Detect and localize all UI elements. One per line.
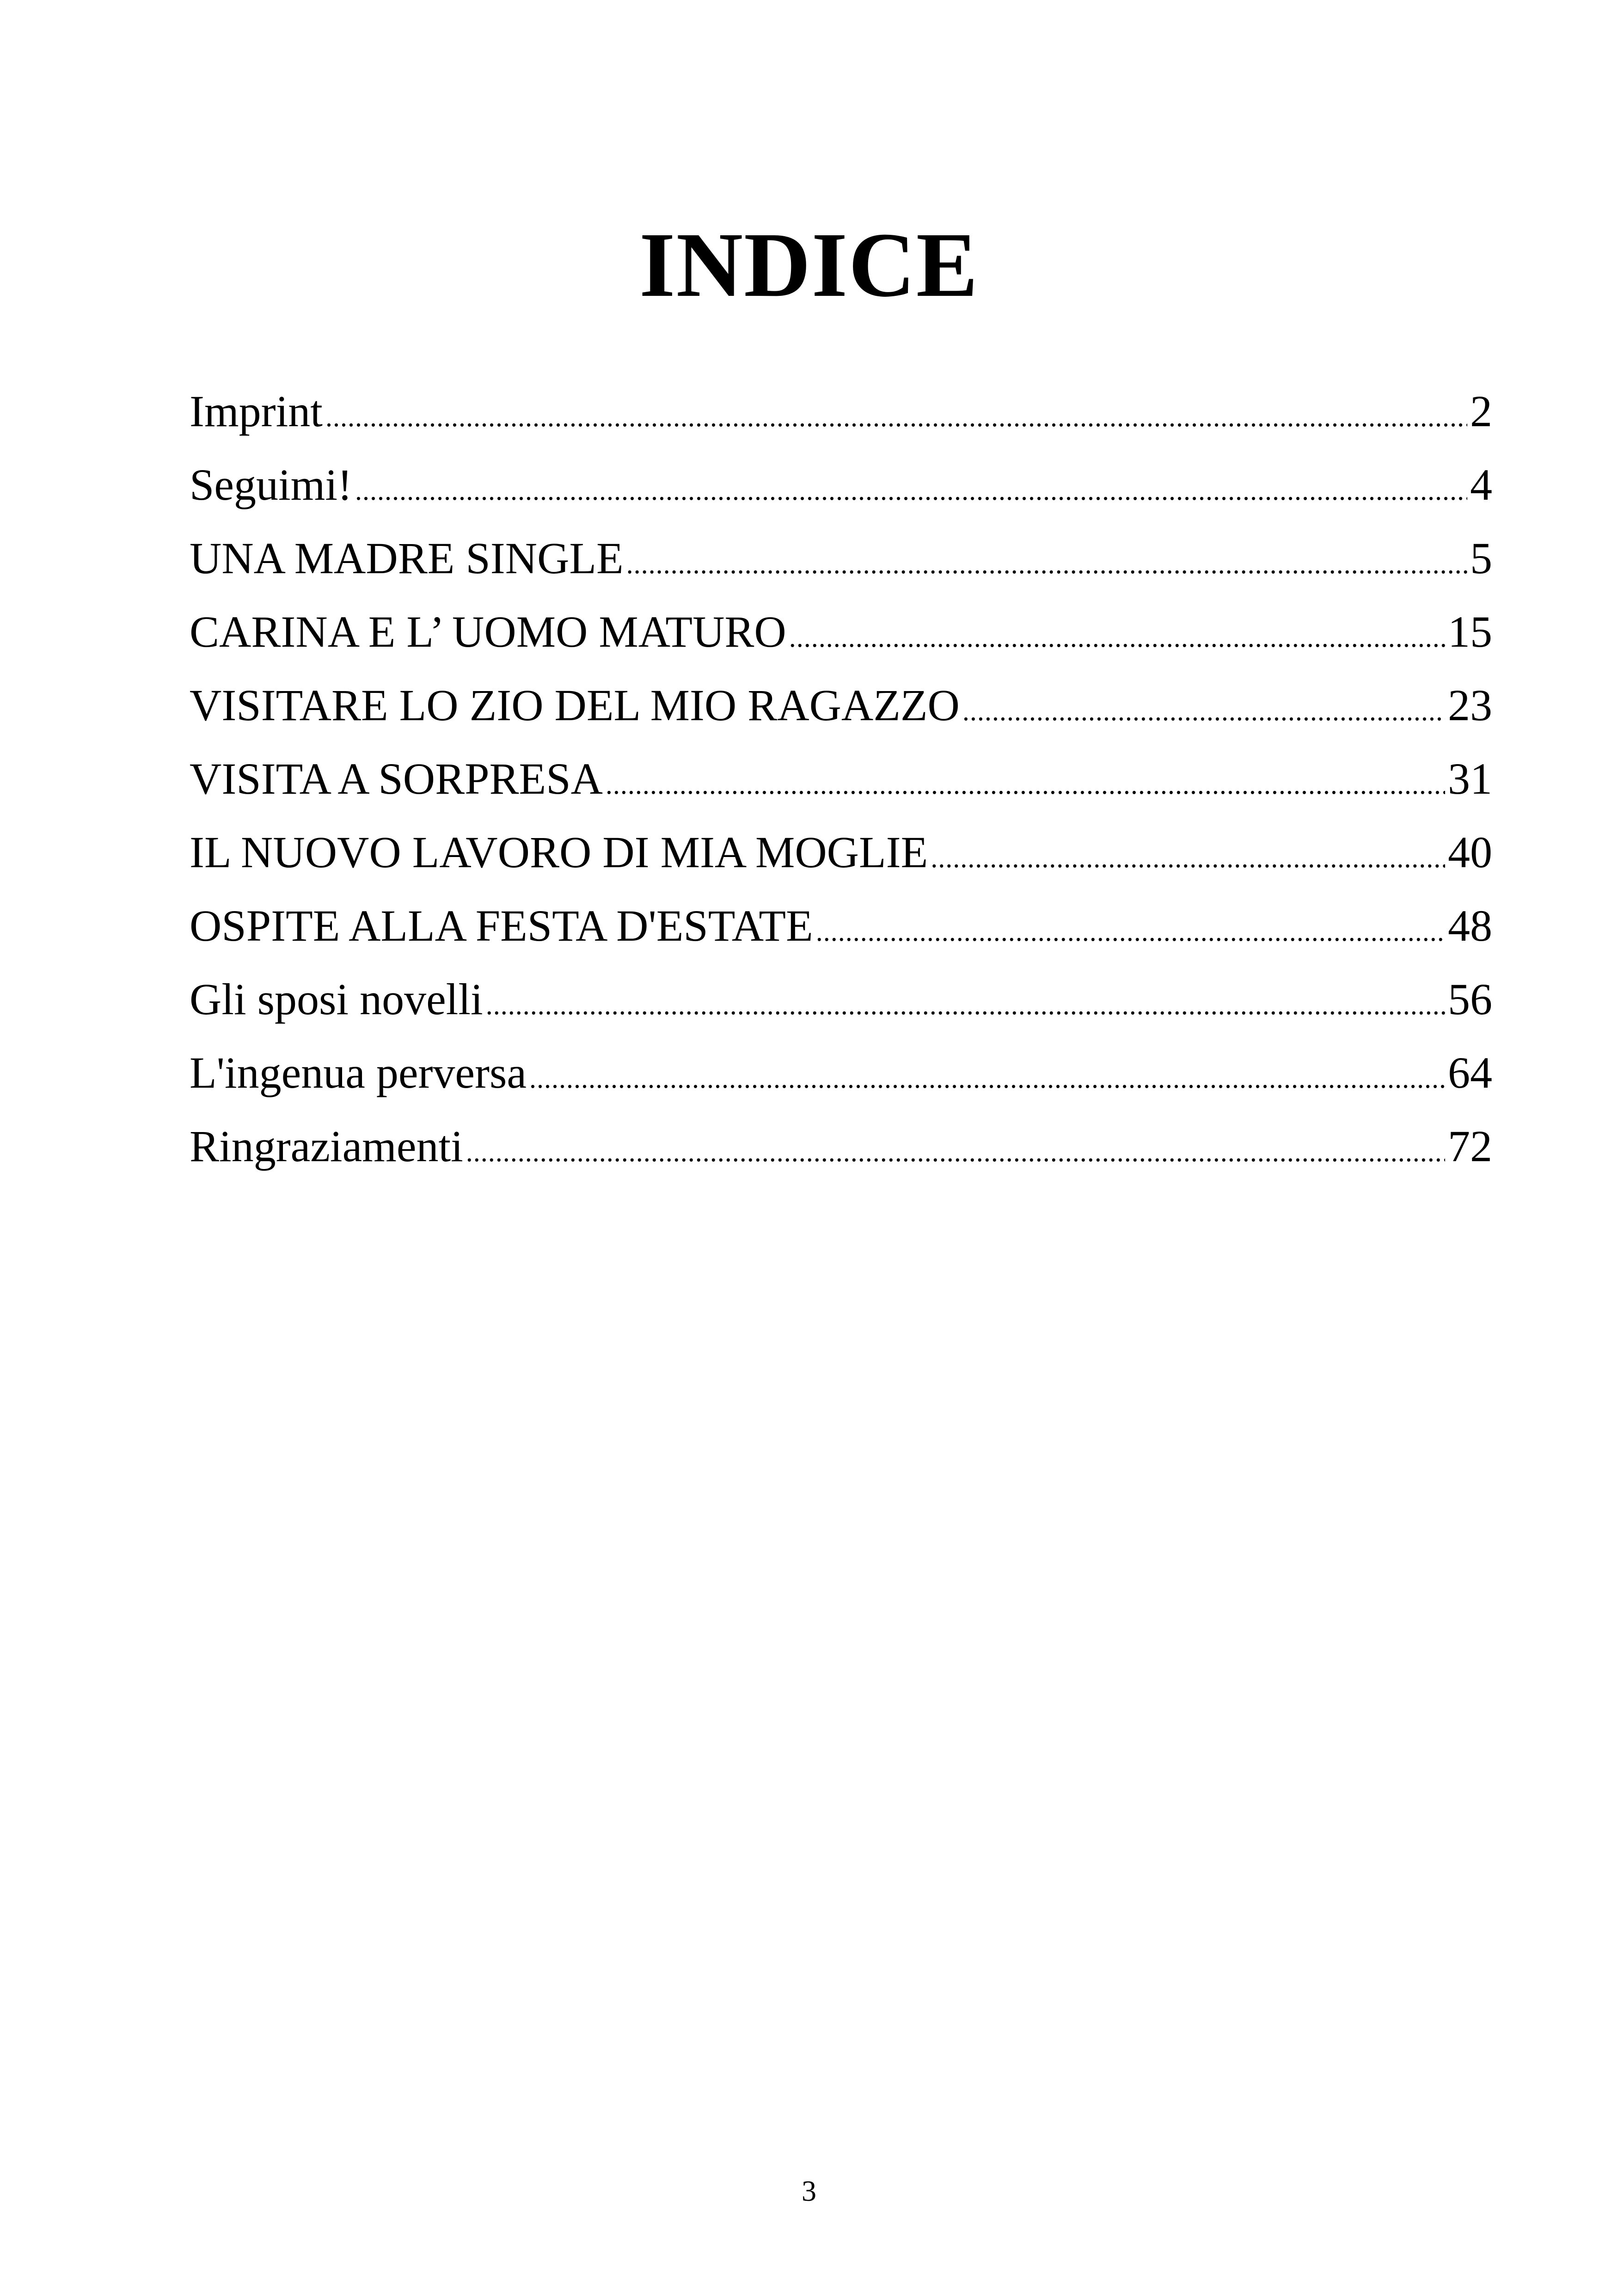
toc-entry-title[interactable]: VISITA A SORPRESA bbox=[190, 754, 603, 803]
dot-leader bbox=[529, 1042, 1445, 1115]
toc-entry-page[interactable]: 31 bbox=[1448, 754, 1492, 803]
toc-entry[interactable] bbox=[190, 668, 1492, 742]
page-number: 3 bbox=[802, 2174, 816, 2207]
dot-leader bbox=[931, 821, 1445, 895]
toc-entry-title[interactable]: Ringraziamenti bbox=[190, 1121, 463, 1171]
toc-entry-page[interactable]: 40 bbox=[1448, 827, 1492, 877]
toc-entry-title[interactable]: CARINA E L’ UOMO MATURO bbox=[190, 607, 786, 656]
dot-leader bbox=[466, 1115, 1445, 1189]
dot-leader bbox=[962, 674, 1445, 748]
toc-entry-page[interactable]: 2 bbox=[1470, 386, 1492, 436]
toc-entry[interactable] bbox=[190, 448, 1492, 521]
dot-leader bbox=[816, 895, 1445, 968]
toc-entry-page[interactable]: 4 bbox=[1470, 460, 1492, 509]
dot-leader bbox=[325, 380, 1467, 454]
dot-leader bbox=[355, 454, 1467, 527]
toc-entry[interactable] bbox=[190, 815, 1492, 889]
toc-entry-page[interactable]: 56 bbox=[1448, 974, 1492, 1024]
dot-leader bbox=[789, 601, 1445, 674]
toc-entry-page[interactable]: 15 bbox=[1448, 607, 1492, 656]
toc-entry-title[interactable]: OSPITE ALLA FESTA D'ESTATE bbox=[190, 901, 813, 950]
dot-leader bbox=[626, 527, 1467, 601]
page-title: INDICE bbox=[639, 214, 979, 316]
toc-entry[interactable] bbox=[190, 521, 1492, 595]
toc-entry-page[interactable]: 48 bbox=[1448, 901, 1492, 950]
toc-entry[interactable] bbox=[190, 742, 1492, 815]
toc-entry[interactable] bbox=[190, 1109, 1492, 1183]
toc-entry-title[interactable]: Seguimi! bbox=[190, 460, 352, 509]
toc-entry-page[interactable]: 72 bbox=[1448, 1121, 1492, 1171]
toc-entry[interactable] bbox=[190, 374, 1492, 448]
dot-leader bbox=[486, 968, 1445, 1042]
toc-entry-title[interactable]: L'ingenua perversa bbox=[190, 1048, 527, 1097]
toc-entry-title[interactable]: VISITARE LO ZIO DEL MIO RAGAZZO bbox=[190, 680, 960, 730]
toc-entry[interactable] bbox=[190, 889, 1492, 962]
toc-entry[interactable] bbox=[190, 1036, 1492, 1109]
dot-leader bbox=[606, 748, 1445, 821]
toc-entry-title[interactable]: IL NUOVO LAVORO DI MIA MOGLIE bbox=[190, 827, 928, 877]
toc-entry[interactable] bbox=[190, 595, 1492, 668]
table-of-contents bbox=[190, 374, 1492, 1183]
toc-entry-title[interactable]: UNA MADRE SINGLE bbox=[190, 533, 624, 583]
toc-entry-page[interactable]: 5 bbox=[1470, 533, 1492, 583]
toc-entry-page[interactable]: 23 bbox=[1448, 680, 1492, 730]
toc-entry[interactable] bbox=[190, 962, 1492, 1036]
toc-entry-page[interactable]: 64 bbox=[1448, 1048, 1492, 1097]
toc-entry-title[interactable]: Imprint bbox=[190, 386, 323, 436]
toc-entry-title[interactable]: Gli sposi novelli bbox=[190, 974, 483, 1024]
